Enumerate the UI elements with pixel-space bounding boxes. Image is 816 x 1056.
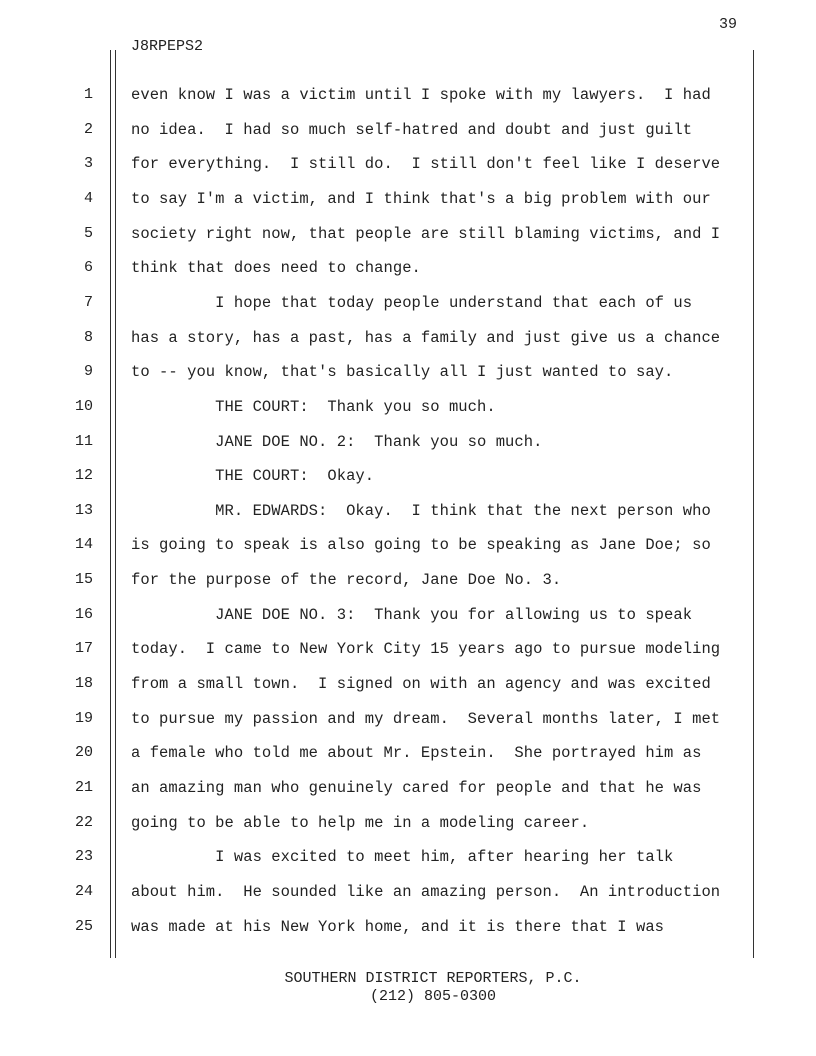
transcript-line: even know I was a victim until I spoke with my lawyers. I had: [131, 86, 711, 104]
line-number: 17: [74, 640, 93, 658]
line-number: 3: [83, 155, 93, 173]
transcript-line: going to be able to help me in a modeling career.: [131, 813, 590, 832]
line-number: 15: [74, 571, 93, 589]
transcript-line: JANE DOE NO. 3: Thank you for allowing us to speak: [131, 605, 693, 624]
transcript-line: a female who told me about Mr. Epstein. She portrayed him as: [131, 744, 702, 763]
transcript-line: JANE DOE NO. 2: Thank you so much.: [131, 432, 543, 451]
transcript-line: no idea. I had so much self-hatred and doubt and just guilt: [131, 120, 693, 139]
line-number: 5: [83, 224, 93, 242]
line-number: 23: [74, 848, 93, 866]
line-number: 2: [83, 120, 93, 138]
line-number: 14: [74, 536, 93, 554]
line-number: 13: [74, 501, 93, 519]
footer-reporter-name: SOUTHERN DISTRICT REPORTERS, P.C.: [284, 970, 582, 987]
line-number: 8: [83, 328, 93, 346]
line-number: 7: [83, 293, 93, 311]
line-number: 25: [74, 917, 93, 935]
line-number: 12: [74, 467, 93, 485]
line-number: 22: [74, 813, 93, 831]
header-code: J8RPEPS2: [131, 38, 204, 55]
transcript-line: I hope that today people understand that each of us: [131, 293, 693, 312]
transcript-line: MR. EDWARDS: Okay. I think that the next person who: [131, 501, 711, 520]
transcript-line: to pursue my passion and my dream. Several months later, I met: [131, 709, 721, 728]
transcript-line: THE COURT: Okay.: [131, 467, 375, 486]
line-number: 6: [83, 259, 93, 277]
left-margin-rule: [110, 50, 111, 958]
transcript-line: to say I'm a victim, and I think that's a big problem with our: [131, 189, 711, 208]
line-number: 9: [83, 363, 93, 381]
line-number: 4: [83, 189, 93, 207]
line-number: 18: [74, 675, 93, 693]
transcript-line: was made at his New York home, and it is there that I was: [131, 917, 665, 936]
transcript-line: THE COURT: Thank you so much.: [131, 397, 496, 416]
right-margin-rule: [753, 50, 754, 958]
transcript-line: is going to speak is also going to be speaking as Jane Doe; so: [131, 536, 711, 555]
transcript-line: about him. He sounded like an amazing person. An introduction: [131, 882, 721, 901]
line-number: 16: [74, 605, 93, 623]
line-number: 21: [74, 779, 93, 796]
page-number: 39: [719, 16, 738, 33]
transcript-line: I was excited to meet him, after hearing her talk: [131, 848, 674, 867]
line-number: 1: [83, 86, 93, 103]
line-number: 19: [74, 709, 93, 727]
footer-reporter-phone: (212) 805-0300: [369, 988, 497, 1005]
transcript-line: an amazing man who genuinely cared for people and that he was: [131, 779, 702, 797]
transcript-line: think that does need to change.: [131, 259, 421, 278]
transcript-line: society right now, that people are still blaming victims, and I: [131, 224, 721, 243]
line-number: 11: [74, 432, 93, 450]
left-margin-rule: [115, 50, 116, 958]
line-number: 10: [74, 397, 93, 415]
transcript-line: for the purpose of the record, Jane Doe No. 3.: [131, 571, 562, 590]
line-number: 20: [74, 744, 93, 762]
transcript-line: has a story, has a past, has a family and just give us a chance: [131, 328, 721, 347]
transcript-line: to -- you know, that's basically all I just wanted to say.: [131, 363, 674, 382]
transcript-line: today. I came to New York City 15 years ago to pursue modeling: [131, 640, 721, 659]
transcript-line: for everything. I still do. I still don't feel like I deserve: [131, 155, 721, 174]
line-number: 24: [74, 882, 93, 900]
transcript-line: from a small town. I signed on with an agency and was excited: [131, 675, 711, 694]
